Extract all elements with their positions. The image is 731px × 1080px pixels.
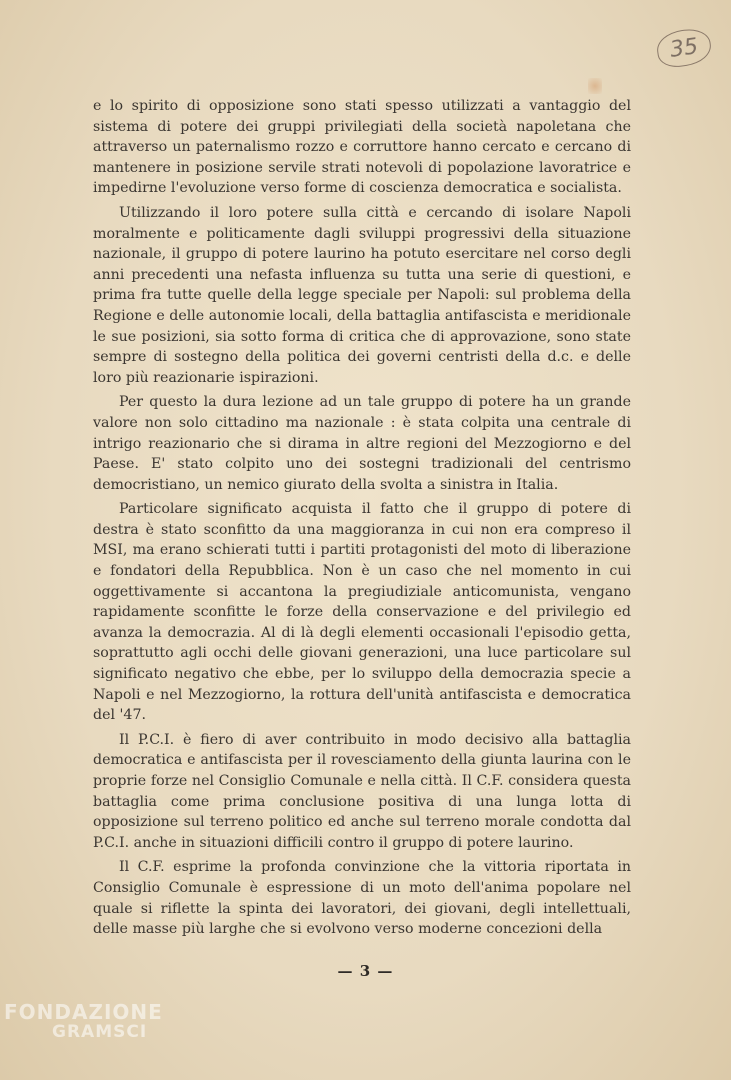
paragraph-6: Il C.F. esprime la profonda convinzione che la vittoria riportata in Consiglio Comunale è espressione di un moto dell'anima popolare nel quale si riflette la spinta dei lavoratori, dei giovani, degli intellettuali, delle masse più larghe che si evolvono verso moderne concezioni della <box>93 859 631 938</box>
watermark-line-1: FONDAZIONE <box>4 1000 163 1024</box>
paragraph-4: Particolare significato acquista il fatto che il gruppo di potere di destra è stato sconfitto da una maggioranza in cui non era compreso il MSI, ma erano schierati tutti i partiti protagonisti del moto di liberazione e fondatori della Repubblica. Non è un caso che nel momento in cui oggettivamente si accantona la pregiudiziale anticomunista, vengano rapidamente sconfitte le forze della conservazione e del privilegio ed avanza la democrazia. Al di là degli elementi occasionali l'episodio getta, soprattutto agli occhi delle giovani generazioni, una luce particolare sul significato negativo che ebbe, per lo sviluppo della democrazia specie a Napoli e nel Mezzogiorno, la rottura dell'unità antifascista e democratica del '47. <box>93 501 631 724</box>
paragraph-1: e lo spirito di opposizione sono stati spesso utilizzati a vantaggio del sistema di potere dei gruppi privilegiati della società napoletana che attraverso un paternalismo rozzo e corruttore hanno cercato e cercano di mantenere in posizione servile strati notevoli di popolazione lavoratrice e impedirne l'evoluzione verso forme di coscienza democratica e socialista. <box>93 98 631 197</box>
watermark-logo <box>4 1000 163 1042</box>
paragraph-2: Utilizzando il loro potere sulla città e cercando di isolare Napoli moralmente e politicamente dagli sviluppi progressivi della situazione nazionale, il gruppo di potere laurino ha potuto esercitare nel corso degli anni precedenti una nefasta influenza su tutta una serie di questioni, e prima fra tutte quelle della legge speciale per Napoli: sul problema della Regione e delle autonomie locali, della battaglia antifascista e meridionale le sue posizioni, sia sotto forma di critica che di approvazione, sono state sempre di sostegno della politica dei governi centristi della d.c. e delle loro più reazionarie ispirazioni. <box>93 204 631 386</box>
page-number: — 3 — <box>337 962 394 980</box>
body-text <box>93 96 631 940</box>
watermark-line-2: GRAMSCI <box>52 1022 148 1042</box>
paper-stain <box>588 78 602 94</box>
archive-page-number: 35 <box>655 26 713 69</box>
paragraph-5: Il P.C.I. è fiero di aver contribuito in modo decisivo alla battaglia democratica e antifascista per il rovesciamento della giunta laurina con le proprie forze nel Consiglio Comunale e nella città. Il C.F. considera questa battaglia come prima conclusione positiva di una lunga lotta di opposizione sul terreno politico ed anche sul terreno morale condotta dal P.C.I. anche in situazioni difficili contro il gruppo di potere laurino. <box>93 731 631 851</box>
paragraph-3: Per questo la dura lezione ad un tale gruppo di potere ha un grande valore non solo cittadino ma nazionale : è stata colpita una centrale di intrigo reazionario che si dirama in altre regioni del Mezzogiorno e del Paese. E' stato colpito uno dei sostegni tradizionali del centrismo democristiano, un nemico giurato della svolta a sinistra in Italia. <box>93 394 631 493</box>
